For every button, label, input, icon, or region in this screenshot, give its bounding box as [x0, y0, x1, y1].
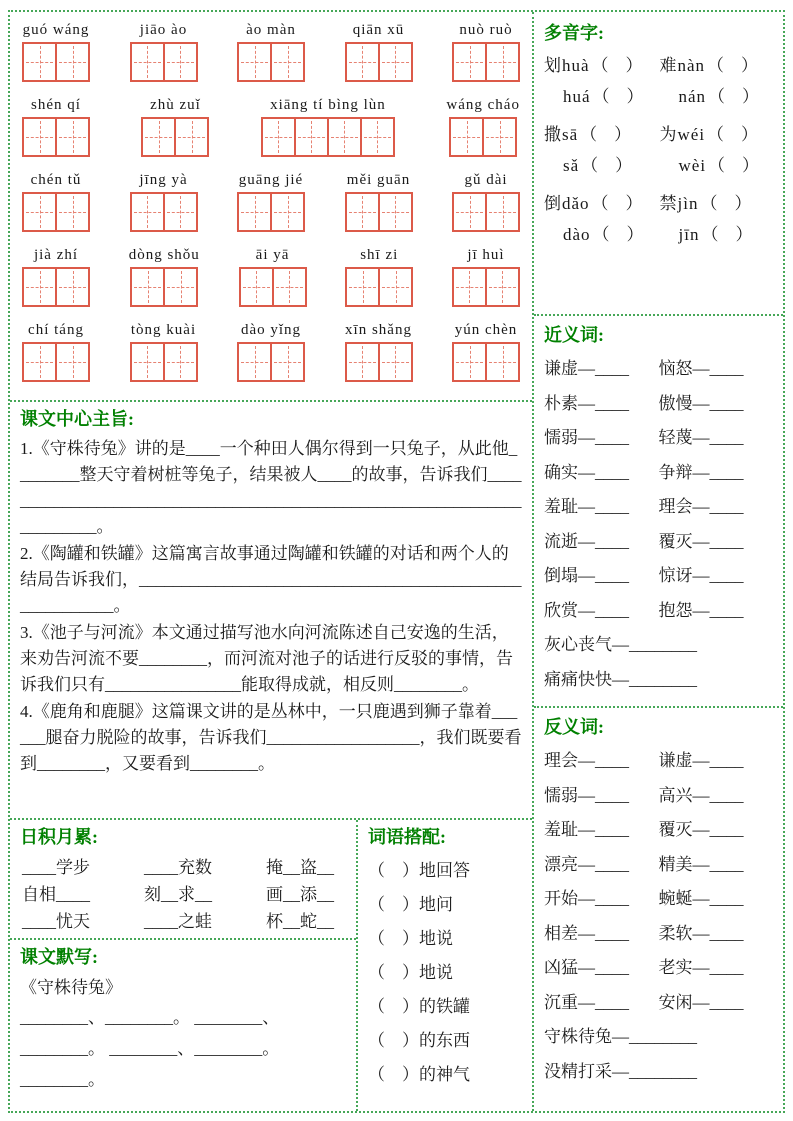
pinyin-label: dòng shǒu: [128, 247, 200, 263]
word-match-line: （ ）的铁罐: [368, 997, 470, 1016]
tianzige-box: [345, 267, 380, 307]
theme-paragraph: 2.《陶罐和铁罐》这篇寓言故事通过陶罐和铁罐的对话和两个人的结局告诉我们，________________________________________________________。: [20, 544, 522, 615]
antonym-pair: 羞耻—____: [544, 820, 629, 839]
pinyin-row: [16, 95, 526, 157]
theme-paragraph: 3.《池子与河流》本文通过描写池水向河流陈述自己安逸的生活，来劝告河流不要________，而河流对池子的话进行反驳的事情，告诉我们只有________________能取得成就，相反则________。: [20, 623, 513, 694]
antonym-pair: 懦弱—____: [544, 785, 629, 805]
tianzige-box: [294, 117, 329, 157]
answer-paren: （ ）: [707, 56, 759, 75]
pinyin-word: [237, 320, 305, 382]
tianzige-box: [345, 42, 380, 82]
tianzige-box: [345, 342, 380, 382]
tianzige-box: [378, 267, 413, 307]
synonym-pair: 欣赏—____: [544, 600, 629, 620]
pinyin-label: chí táng: [28, 322, 84, 338]
answer-paren: （ ）: [591, 56, 643, 75]
tianzige-box: [485, 192, 520, 232]
polyphone-line: [544, 219, 658, 250]
writing-grid: [237, 42, 305, 82]
bottom-row: [10, 818, 532, 1111]
synonym-pair: 覆灭—____: [658, 531, 744, 551]
pinyin-word: [22, 320, 90, 382]
pinyin-word: [345, 320, 413, 382]
polyphone-pinyin: dǎo: [562, 194, 590, 213]
answer-paren: （ ）: [580, 125, 632, 144]
writing-grid: [261, 117, 395, 157]
antonym-pair: 相差—____: [544, 923, 629, 943]
polyphone-pinyin: sǎ: [563, 156, 580, 175]
tianzige-box: [55, 42, 90, 82]
synonym-pair: 羞耻—____: [544, 497, 629, 516]
idiom-blank: ____之蛙: [144, 912, 212, 931]
pinyin-row: [16, 245, 526, 307]
pinyin-practice-section: [10, 12, 532, 400]
writing-grid: [452, 42, 520, 82]
idiom-blank: 画__添__: [266, 885, 334, 904]
answer-paren: （ ）: [707, 125, 759, 144]
antonym-pair: 柔软—____: [658, 923, 744, 943]
writing-grid: [237, 192, 305, 232]
writing-grid: [130, 342, 198, 382]
writing-grid: [130, 267, 198, 307]
pinyin-word: [22, 95, 90, 157]
answer-paren: （ ）: [592, 87, 644, 106]
idiom-blank: 杯__蛇__: [266, 912, 334, 931]
tianzige-box: [485, 342, 520, 382]
pinyin-word: [22, 20, 90, 82]
antonym-pair: 凶猛—____: [544, 958, 629, 977]
pinyin-row: [16, 20, 526, 82]
antonym-pair-long: 守株待兔—________: [544, 1027, 697, 1046]
antonym-pair: 沉重—____: [544, 992, 629, 1012]
tianzige-box: [239, 267, 274, 307]
polyphone-line: [660, 150, 774, 181]
antonym-pair: 理会—____: [544, 751, 629, 770]
antonym-pair-long: 没精打采—________: [544, 1061, 697, 1081]
synonym-pair: 谦虚—____: [544, 359, 629, 378]
tianzige-box: [130, 192, 165, 232]
dictation-lines: [20, 1002, 346, 1095]
polyphone-section: [534, 12, 783, 314]
idiom-blank: 自相____: [22, 885, 90, 904]
polyphone-pinyin: jìn: [677, 194, 699, 213]
dictation-line: ________、________。 ________、: [20, 1008, 280, 1027]
synonym-pair: 倒塌—____: [544, 566, 629, 585]
tianzige-box: [22, 192, 57, 232]
pinyin-label: guāng jié: [238, 172, 304, 188]
bottom-left-column: [10, 820, 358, 1111]
word-match-line: （ ）地问: [368, 895, 453, 914]
tianzige-box: [174, 117, 209, 157]
writing-grid: [22, 267, 90, 307]
polyphone-line: [660, 81, 774, 112]
polyphone-pinyin: wéi: [677, 125, 706, 144]
word-match-line: （ ）地说: [368, 963, 453, 982]
tianzige-box: [237, 342, 272, 382]
tianzige-box: [345, 192, 380, 232]
synonym-pair: 抱怨—____: [658, 600, 744, 620]
polyphone-char: 撒: [544, 125, 561, 144]
pinyin-label: guó wáng: [22, 22, 90, 38]
polyphone-entry: [660, 50, 774, 112]
tianzige-box: [55, 342, 90, 382]
pinyin-word: [452, 20, 520, 82]
polyphone-char: 难: [659, 56, 677, 75]
polyphone-line: [544, 81, 658, 112]
tianzige-box: [163, 342, 198, 382]
writing-grid: [237, 342, 305, 382]
polyphone-line: [660, 50, 774, 81]
tianzige-box: [452, 192, 487, 232]
antonyms-section: [534, 706, 783, 1111]
antonyms-heading: 反义词:: [544, 717, 604, 737]
tianzige-box: [327, 117, 362, 157]
polyphone-entry: [544, 188, 658, 250]
tianzige-box: [163, 42, 198, 82]
pinyin-rows: [16, 20, 526, 382]
antonym-pair: 谦虚—____: [658, 751, 744, 770]
pinyin-word: [446, 95, 520, 157]
pinyin-word: [345, 20, 413, 82]
writing-grid: [239, 267, 307, 307]
tianzige-box: [130, 267, 165, 307]
word-match-line: （ ）地说: [368, 929, 453, 948]
polyphone-entry: [544, 119, 658, 181]
theme-paragraph: 4.《鹿角和鹿腿》这篇课文讲的是丛林中，一只鹿遇到狮子靠着______腿奋力脱险的故事，告诉我们__________________，我们既要看到________，又要看到________。: [20, 702, 522, 773]
dictation-title: 《守株待兔》: [20, 978, 122, 997]
pinyin-label: gǔ dài: [464, 172, 508, 188]
tianzige-box: [22, 42, 57, 82]
polyphone-pinyin: nàn: [677, 56, 706, 75]
dictation-heading: 课文默写:: [20, 947, 98, 967]
tianzige-box: [485, 42, 520, 82]
polyphone-entry: [660, 188, 774, 250]
polyphone-heading: 多音字:: [544, 23, 604, 43]
answer-paren: （ ）: [592, 225, 644, 244]
word-match-line: （ ）的神气: [368, 1065, 470, 1084]
worksheet-frame: [8, 10, 785, 1113]
polyphone-char: 为: [659, 125, 677, 144]
writing-grid: [452, 192, 520, 232]
idiom-blank: ____忧天: [22, 912, 90, 931]
tianzige-box: [270, 342, 305, 382]
antonym-pair: 覆灭—____: [658, 820, 744, 839]
pinyin-label: xīn shǎng: [345, 322, 412, 338]
writing-grid: [452, 267, 520, 307]
tianzige-box: [130, 342, 165, 382]
polyphone-char: 划: [544, 56, 561, 75]
tianzige-box: [452, 342, 487, 382]
pinyin-label: nuò ruò: [459, 22, 513, 38]
word-match-section: [358, 820, 532, 1111]
synonyms-grid: [544, 352, 773, 697]
synonym-pair: 流逝—____: [544, 531, 629, 551]
polyphone-line: [544, 119, 658, 150]
writing-grid: [22, 42, 90, 82]
pinyin-word: [130, 20, 198, 82]
idioms-section: [10, 820, 356, 938]
tianzige-box: [55, 117, 90, 157]
writing-grid: [22, 192, 90, 232]
polyphone-line: [544, 50, 658, 81]
theme-paragraphs: [20, 436, 522, 777]
pinyin-word: [452, 245, 520, 307]
polyphone-pinyin: nán: [678, 87, 707, 106]
polyphone-char: 禁: [659, 194, 677, 213]
writing-grid: [452, 342, 520, 382]
tianzige-box: [270, 192, 305, 232]
pinyin-word: [345, 170, 413, 232]
answer-paren: （ ）: [700, 194, 752, 213]
polyphone-line: [660, 188, 774, 219]
synonym-pair: 理会—____: [658, 497, 744, 516]
word-match-lines: [368, 854, 524, 1092]
pinyin-word: [345, 245, 413, 307]
pinyin-word: [239, 245, 307, 307]
idiom-blank: 掩__盗__: [266, 858, 334, 877]
synonym-pair: 恼怒—____: [658, 359, 744, 378]
answer-paren: （ ）: [701, 225, 753, 244]
word-match-heading: 词语搭配:: [368, 827, 446, 847]
tianzige-box: [237, 192, 272, 232]
pinyin-label: xiāng tí bìng lùn: [270, 97, 386, 113]
pinyin-word: [22, 170, 90, 232]
tianzige-box: [482, 117, 517, 157]
theme-heading: 课文中心主旨:: [20, 409, 134, 429]
pinyin-label: chén tǔ: [30, 172, 82, 188]
tianzige-box: [452, 42, 487, 82]
polyphone-entry: [660, 119, 774, 181]
pinyin-word: [130, 170, 198, 232]
pinyin-row: [16, 170, 526, 232]
pinyin-word: [22, 245, 90, 307]
writing-grid: [345, 42, 413, 82]
antonym-pair: 蜿蜒—____: [658, 889, 744, 908]
tianzige-box: [237, 42, 272, 82]
answer-paren: （ ）: [708, 87, 760, 106]
pinyin-label: āi yā: [255, 247, 290, 263]
answer-paren: （ ）: [591, 194, 643, 213]
antonym-pair: 安闲—____: [658, 992, 744, 1012]
polyphone-pinyin: huá: [563, 87, 591, 106]
pinyin-label: shī zi: [360, 247, 399, 263]
pinyin-label: měi guān: [346, 172, 411, 188]
tianzige-box: [360, 117, 395, 157]
polyphone-char: 倒: [544, 194, 561, 213]
pinyin-word: [130, 320, 198, 382]
pinyin-label: tòng kuài: [130, 322, 197, 338]
pinyin-row: [16, 320, 526, 382]
polyphone-grid: [544, 50, 773, 257]
polyphone-pinyin: wèi: [678, 156, 707, 175]
synonym-pair: 懦弱—____: [544, 428, 629, 447]
dictation-line: ________。 ________、________。: [20, 1039, 280, 1058]
pinyin-word: [141, 95, 209, 157]
antonym-pair: 精美—____: [658, 854, 744, 874]
antonym-pair: 开始—____: [544, 889, 629, 908]
synonym-pair: 傲慢—____: [658, 393, 744, 413]
tianzige-box: [55, 267, 90, 307]
idiom-blank: ____学步: [22, 858, 90, 877]
tianzige-box: [22, 117, 57, 157]
word-match-line: （ ）地回答: [368, 861, 470, 880]
dictation-line: ________。: [20, 1070, 105, 1089]
polyphone-pinyin: huà: [562, 56, 590, 75]
tianzige-box: [22, 342, 57, 382]
antonym-pair: 老实—____: [658, 958, 744, 977]
synonym-pair: 确实—____: [544, 462, 629, 482]
polyphone-line: [660, 219, 774, 250]
theme-paragraph: 1.《守株待兔》讲的是____一个种田人偶尔得到一只兔子，从此他________整天守着树桩等兔子，结果被人____的故事，告诉我们________________________________________________________________________。: [20, 439, 522, 536]
pinyin-label: yún chèn: [454, 322, 518, 338]
writing-grid: [130, 42, 198, 82]
pinyin-label: dào yǐng: [240, 322, 302, 338]
polyphone-line: [660, 119, 774, 150]
tianzige-box: [163, 192, 198, 232]
synonym-pair-long: 痛痛快快—________: [544, 669, 697, 689]
word-match-line: （ ）的东西: [368, 1031, 470, 1050]
writing-grid: [345, 342, 413, 382]
writing-grid: [22, 117, 90, 157]
idioms-grid: [20, 854, 346, 935]
right-column: [532, 12, 783, 1111]
synonyms-section: [534, 314, 783, 706]
writing-grid: [130, 192, 198, 232]
pinyin-label: jiāo ào: [139, 22, 188, 38]
pinyin-label: jīng yà: [139, 172, 188, 188]
tianzige-box: [130, 42, 165, 82]
polyphone-line: [544, 150, 658, 181]
polyphone-pinyin: dào: [563, 225, 591, 244]
polyphone-pinyin: jīn: [678, 225, 700, 244]
tianzige-box: [261, 117, 296, 157]
tianzige-box: [270, 42, 305, 82]
pinyin-label: qiān xū: [352, 22, 405, 38]
pinyin-word: [237, 170, 305, 232]
pinyin-word: [261, 95, 395, 157]
pinyin-word: [129, 245, 200, 307]
pinyin-label: ào màn: [246, 22, 296, 38]
pinyin-word: [452, 320, 520, 382]
tianzige-box: [22, 267, 57, 307]
pinyin-label: shén qí: [31, 97, 81, 113]
polyphone-line: [544, 188, 658, 219]
synonyms-heading: 近义词:: [544, 325, 604, 345]
answer-paren: （ ）: [581, 156, 633, 175]
writing-grid: [345, 192, 413, 232]
writing-grid: [449, 117, 517, 157]
tianzige-box: [378, 42, 413, 82]
dictation-section: [10, 938, 356, 1111]
tianzige-box: [378, 342, 413, 382]
antonym-pair: 漂亮—____: [544, 854, 629, 874]
tianzige-box: [449, 117, 484, 157]
synonym-pair: 惊讶—____: [658, 566, 744, 585]
idiom-blank: ____充数: [144, 858, 212, 877]
pinyin-label: jī huì: [467, 247, 505, 263]
polyphone-entry: [544, 50, 658, 112]
tianzige-box: [55, 192, 90, 232]
tianzige-box: [163, 267, 198, 307]
writing-grid: [345, 267, 413, 307]
tianzige-box: [272, 267, 307, 307]
synonym-pair-long: 灰心丧气—________: [544, 635, 697, 654]
writing-grid: [22, 342, 90, 382]
theme-section: [10, 400, 532, 818]
antonyms-grid: [544, 744, 773, 1089]
left-column: [10, 12, 532, 1111]
antonym-pair: 高兴—____: [658, 785, 744, 805]
tianzige-box: [485, 267, 520, 307]
answer-paren: （ ）: [708, 156, 760, 175]
pinyin-label: wáng cháo: [446, 97, 520, 113]
pinyin-label: zhù zuǐ: [150, 97, 201, 113]
pinyin-label: jià zhí: [33, 247, 79, 263]
pinyin-word: [237, 20, 305, 82]
synonym-pair: 轻蔑—____: [658, 428, 744, 447]
idiom-blank: 刻__求__: [144, 885, 212, 904]
writing-grid: [141, 117, 209, 157]
tianzige-box: [141, 117, 176, 157]
polyphone-pinyin: sā: [562, 125, 579, 144]
tianzige-box: [452, 267, 487, 307]
idioms-heading: 日积月累:: [20, 827, 98, 847]
tianzige-box: [378, 192, 413, 232]
pinyin-word: [452, 170, 520, 232]
synonym-pair: 朴素—____: [544, 393, 629, 413]
synonym-pair: 争辩—____: [658, 462, 744, 482]
